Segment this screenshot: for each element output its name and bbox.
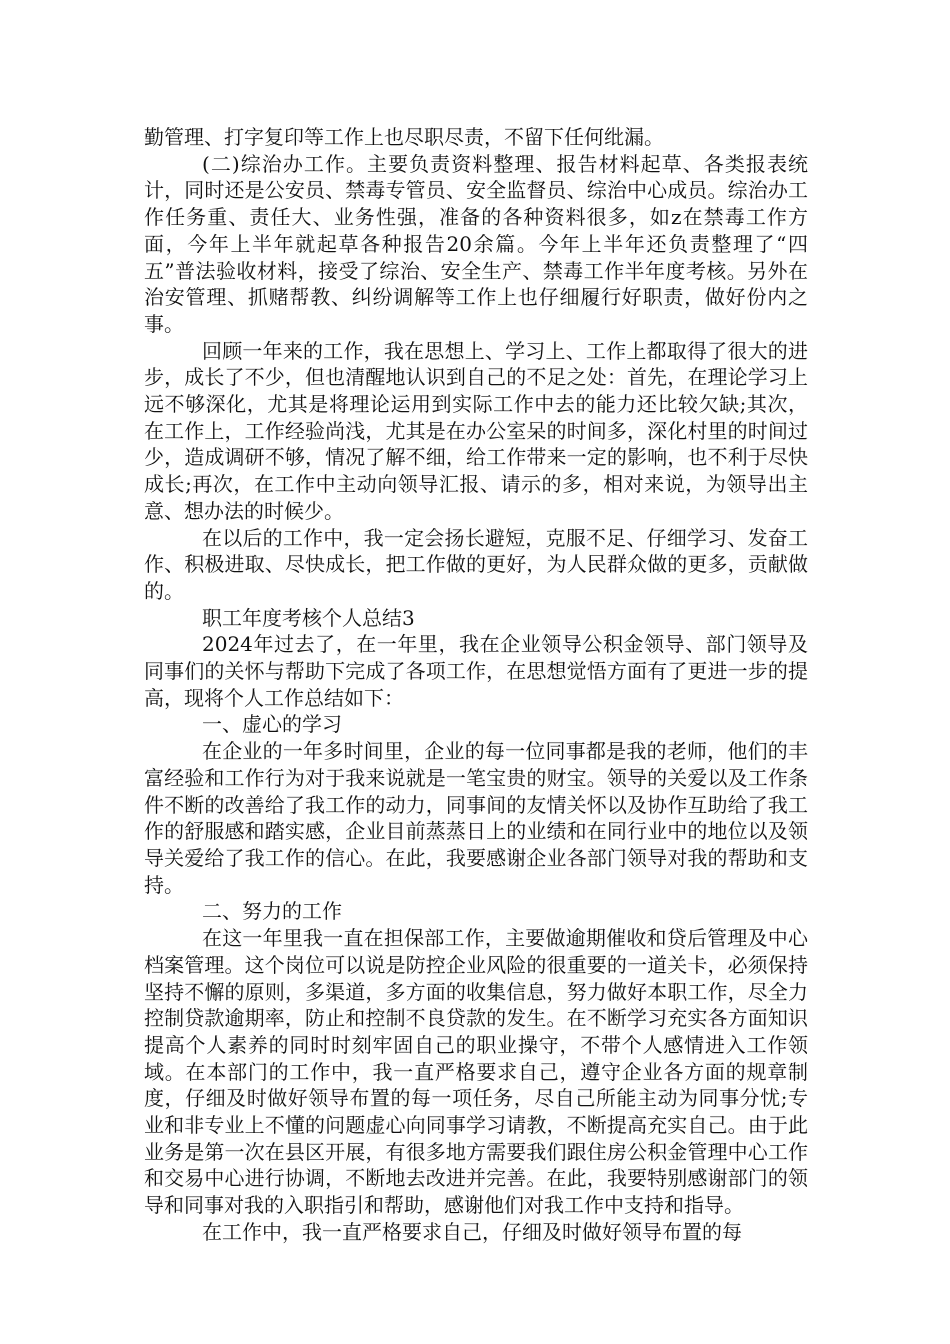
section-title: 职工年度考核个人总结3 [202,605,415,630]
paragraph: 勤管理、打字复印等工作上也尽职尽责，不留下任何纰漏。 [144,125,664,149]
paragraph: 在以后的工作中，我一定会扬长避短，克服不足、仔细学习、发奋工作、积极进取、尽快成长，把工作做的更好，为人民群众做的更多，贡献做的。 [144,525,808,603]
paragraph: 2024年过去了，在一年里，我在企业领导公积金领导、部门领导及同事们的关怀与帮助下完成了各项工作，在思想觉悟方面有了更进一步的提高，现将个人工作总结如下： [144,632,808,710]
document-body [144,124,808,1246]
paragraph: 在企业的一年多时间里，企业的每一位同事都是我的老师，他们的丰富经验和工作行为对于我来说就是一笔宝贵的财宝。领导的关爱以及工作条件不断的改善给了我工作的动力，同事间的友情关怀以及协作互助给了我工作的舒服感和踏实感，企业目前蒸蒸日上的业绩和在同行业中的地位以及领导关爱给了我工作的信心。在此，我要感谢企业各部门领导对我的帮助和支持。 [144,739,808,897]
section-heading: 二、努力的工作 [202,899,342,924]
paragraph: 在工作中，我一直严格要求自己，仔细及时做好领导布置的每 [202,1219,742,1244]
paragraph: (二)综治办工作。主要负责资料整理、报告材料起草、各类报表统计，同时还是公安员、禁毒专管员、安全监督员、综治中心成员。综治办工作任务重、责任大、业务性强，准备的各种资料很多，如z在禁毒工作方面，今年上半年就起草各种报告20余篇。今年上半年还负责整理了“四五”普法验收材料，接受了综治、安全生产、禁毒工作半年度考核。另外在治安管理、抓赌帮教、纠纷调解等工作上也仔细履行好职责，做好份内之事。 [144,151,808,336]
section-heading: 一、虚心的学习 [202,712,342,737]
paragraph: 回顾一年来的工作，我在思想上、学习上、工作上都取得了很大的进步，成长了不少，但也清醒地认识到自己的不足之处：首先，在理论学习上远不够深化，尤其是将理论运用到实际工作中去的能力还比较欠缺;其次，在工作上，工作经验尚浅，尤其是在办公室呆的时间多，深化村里的时间过少，造成调研不够，情况了解不细，给工作带来一定的影响，也不利于尽快成长;再次，在工作中主动向领导汇报、请示的多，相对来说，为领导出主意、想办法的时候少。 [144,338,808,523]
paragraph: 在这一年里我一直在担保部工作，主要做逾期催收和贷后管理及中心档案管理。这个岗位可以说是防控企业风险的很重要的一道关卡，必须保持坚持不懈的原则，多渠道，多方面的收集信息，努力做好本职工作，尽全力控制贷款逾期率，防止和控制不良贷款的发生。在不断学习充实各方面知识提高个人素养的同时时刻牢固自己的职业操守，不带个人感情进入工作领域。在本部门的工作中，我一直严格要求自己，遵守企业各方面的规章制度，仔细及时做好领导布置的每一项任务，尽自己所能主动为同事分忧;专业和非专业上不懂的问题虚心向同事学习请教，不断提高充实自己。由于此业务是第一次在县区开展，有很多地方需要我们跟住房公积金管理中心工作和交易中心进行协调，不断地去改进并完善。在此，我要特别感谢部门的领导和同事对我的入职指引和帮助，感谢他们对我工作中支持和指导。 [144,926,808,1218]
